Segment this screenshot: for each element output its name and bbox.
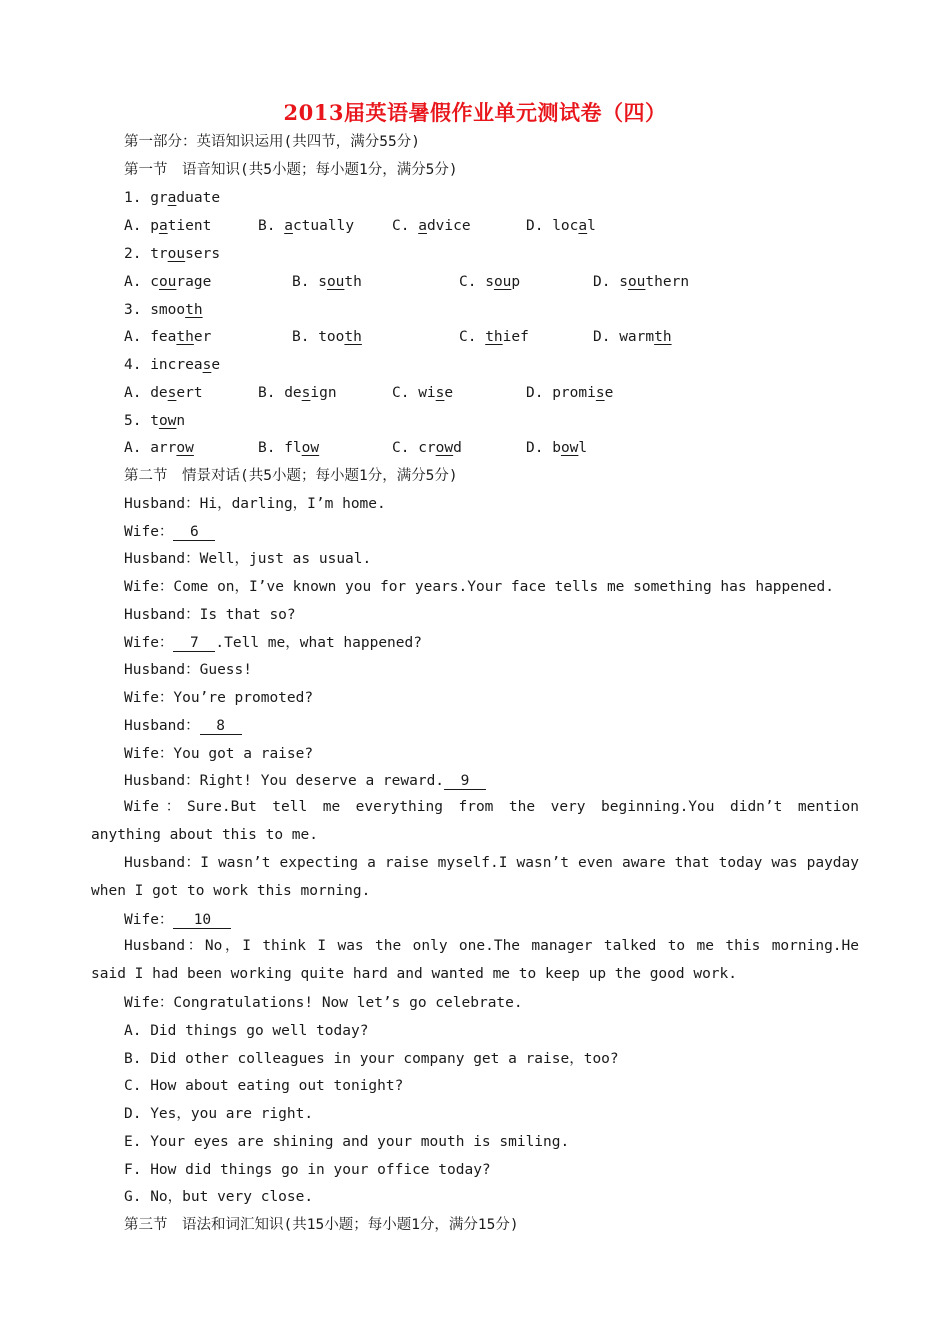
dialogue-line: Wife：Come on，I’ve known you for years.Your face tells me something has happened. — [124, 579, 834, 595]
dialogue-line: Husband： 8 — [124, 716, 242, 736]
question-stem: 1. graduate — [124, 190, 221, 206]
option-b: B. tooth — [292, 329, 362, 345]
option-a: A. feather — [124, 329, 212, 345]
option-d: D. warmth — [593, 329, 672, 345]
answer-blank: 6 — [173, 524, 215, 541]
part-heading: 第一部分：英语知识运用(共四节，满分55分) — [124, 134, 420, 150]
dialogue-paragraph: Wife：Sure.But tell me everything from the very beginning.You didn’t mention anything about this to me. — [91, 799, 859, 843]
option-b: B. flow — [258, 440, 320, 456]
option-c: C. thief — [459, 329, 529, 345]
option-c: C. advice — [392, 218, 471, 234]
option-b: B. design — [258, 385, 337, 401]
choice-item: G. No，but very close. — [124, 1189, 314, 1205]
section-heading: 第一节 语音知识(共5小题；每小题1分，满分5分) — [124, 162, 458, 178]
question-stem: 2. trousers — [124, 246, 221, 262]
dialogue-paragraph: Husband：No，I think I was the only one.The manager talked to me this morning.He said I had been working quite hard and wanted me to keep up the good work. — [91, 938, 859, 982]
option-d: D. southern — [593, 274, 690, 290]
option-b: B. south — [292, 274, 362, 290]
question-stem: 5. town — [124, 413, 186, 429]
answer-blank: 7 — [173, 635, 215, 652]
page-title: 2013届英语暑假作业单元测试卷（四） — [283, 100, 667, 125]
option-c: C. wise — [392, 385, 454, 401]
option-d: D. local — [526, 218, 596, 234]
question-stem: 4. increase — [124, 357, 221, 373]
option-a: A. patient — [124, 218, 212, 234]
choice-item: F. How did things go in your office today? — [124, 1162, 491, 1178]
dialogue-line: Wife： 7 .Tell me，what happened? — [124, 635, 422, 651]
option-a: A. arrow — [124, 440, 194, 456]
choice-item: D. Yes，you are right. — [124, 1106, 314, 1122]
section-heading: 第二节 情景对话(共5小题；每小题1分，满分5分) — [124, 468, 458, 484]
option-c: C. crowd — [392, 440, 462, 456]
dialogue-line: Wife：Congratulations! Now let’s go celebrate. — [124, 995, 523, 1011]
dialogue-line: Husband：Well，just as usual. — [124, 551, 372, 567]
option-a: A. desert — [124, 385, 203, 401]
dialogue-line: Wife：You got a raise? — [124, 746, 314, 762]
option-d: D. promise — [526, 385, 614, 401]
option-c: C. soup — [459, 274, 521, 290]
answer-blank: 10 — [173, 912, 231, 929]
dialogue-line: Husband：Right! You deserve a reward. 9 — [124, 771, 486, 791]
choice-item: A. Did things go well today? — [124, 1023, 369, 1039]
dialogue-line: Husband：Is that so? — [124, 607, 296, 623]
dialogue-line: Wife： 6 — [124, 522, 215, 542]
answer-blank: 9 — [444, 773, 486, 790]
question-stem: 3. smooth — [124, 302, 203, 318]
dialogue-line: Wife：You’re promoted? — [124, 690, 314, 706]
option-b: B. actually — [258, 218, 355, 234]
option-a: A. courage — [124, 274, 212, 290]
choice-item: B. Did other colleagues in your company get a raise，too? — [124, 1051, 619, 1067]
dialogue-line: Wife： 10 — [124, 910, 231, 930]
dialogue-paragraph: Husband：I wasn’t expecting a raise myself.I wasn’t even aware that today was payday when I got to work this morning. — [91, 855, 859, 899]
choice-item: C. How about eating out tonight? — [124, 1078, 404, 1094]
dialogue-line: Husband：Hi，darling，I’m home. — [124, 496, 386, 512]
dialogue-line: Husband：Guess! — [124, 662, 252, 678]
option-d: D. bowl — [526, 440, 588, 456]
section-heading: 第三节 语法和词汇知识(共15小题；每小题1分，满分15分) — [124, 1217, 519, 1233]
choice-item: E. Your eyes are shining and your mouth is smiling. — [124, 1134, 570, 1150]
answer-blank: 8 — [200, 718, 242, 735]
